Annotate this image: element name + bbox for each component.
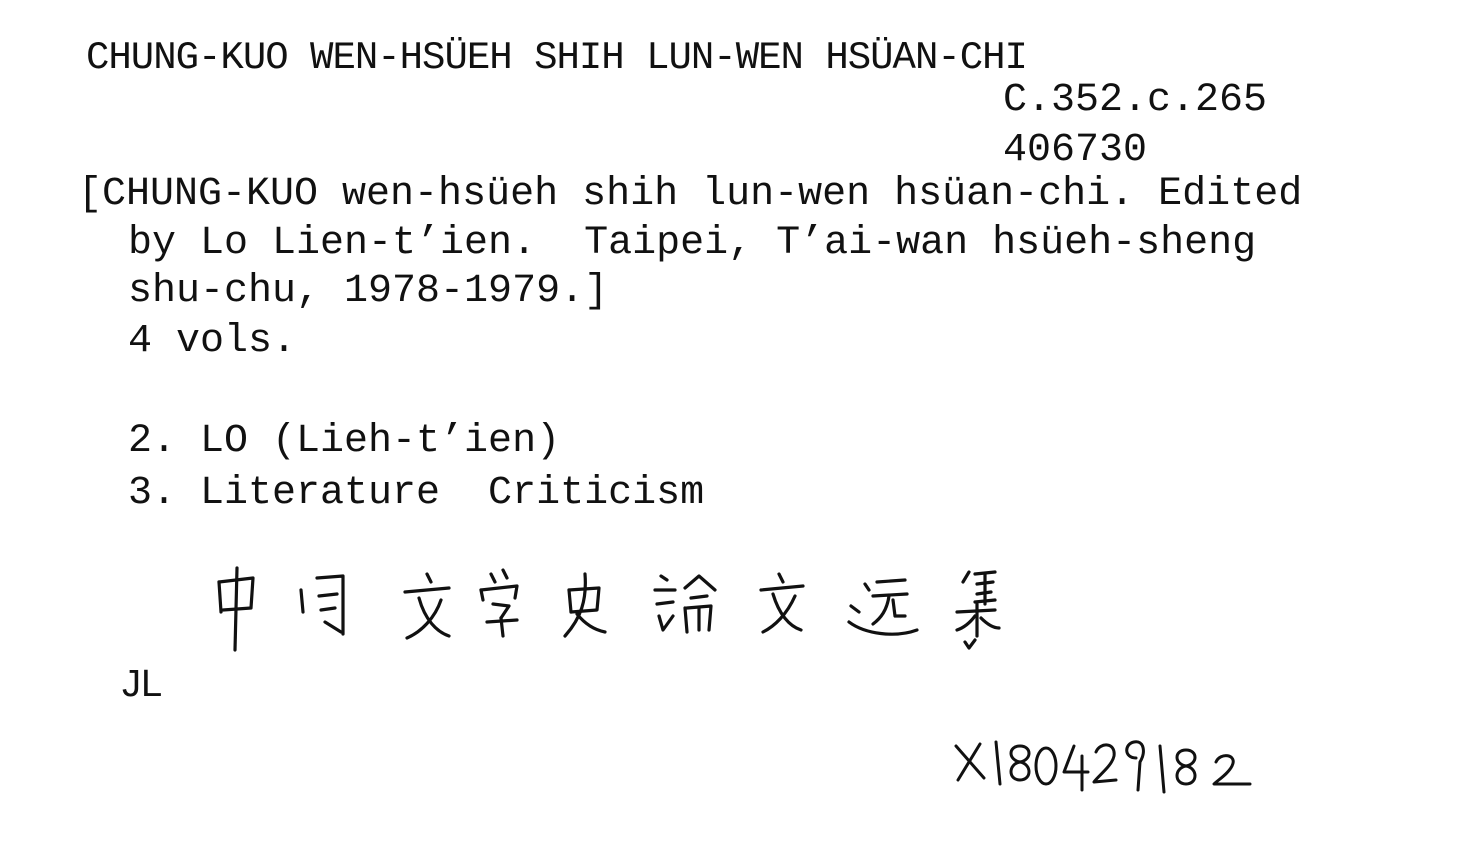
tracing-line: 2. LO (Lieh-t’ien) — [128, 419, 561, 464]
description-line: [CHUNG-KUO wen-hsüeh shih lun-wen hsüan-chi. Edited — [78, 172, 1303, 217]
shelfmark: C.352.c.265 — [1003, 78, 1268, 123]
barcode-number-strokes — [948, 728, 1268, 808]
accession-number: 406730 — [1003, 128, 1148, 173]
handwritten-chinese-title — [205, 560, 1005, 660]
extent-line: 4 vols. — [128, 319, 297, 364]
handwritten-title-strokes — [205, 560, 1005, 660]
description-line: by Lo Lien-t’ien. Taipei, T’ai-wan hsüeh-sheng — [128, 221, 1257, 266]
card-heading: CHUNG-KUO WEN-HSÜEH SHIH LUN-WEN HSÜAN-CHI — [86, 36, 1027, 80]
tracing-line: 3. Literature Criticism — [128, 471, 705, 516]
cataloguer-initials: JL — [122, 663, 163, 705]
handwritten-barcode-number — [948, 728, 1268, 808]
description-line: shu-chu, 1978-1979.] — [128, 269, 609, 314]
